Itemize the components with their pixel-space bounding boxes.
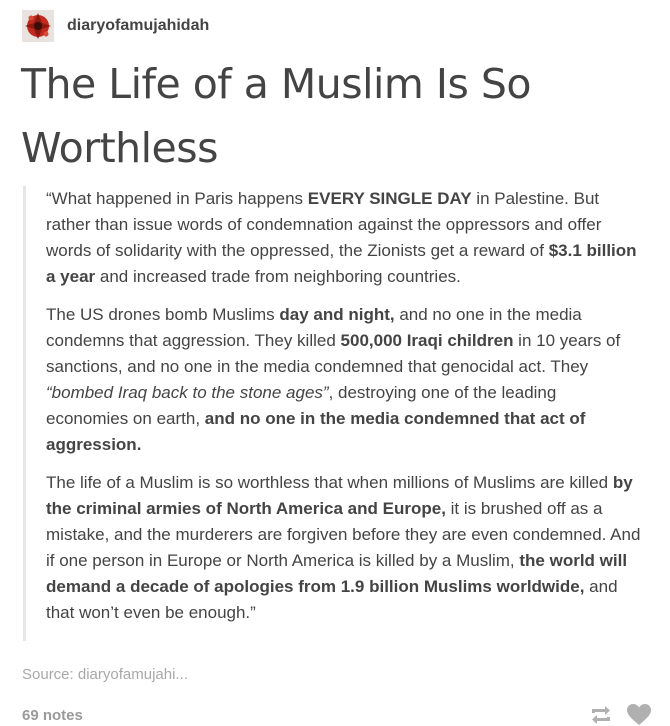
quote-text: in Palestine. But rather than issue words of condemnation against the oppressors and offer words of solidarity with the oppressed, the Zionists get a reward of — [46, 189, 602, 260]
quote-text: The life of a Muslim is so worthless that when millions of Muslims are killed — [46, 473, 613, 492]
quote-paragraph-2 — [46, 302, 643, 458]
quote-bold-text: and no one in the media condemned that act of aggression. — [46, 409, 586, 454]
post-header — [22, 10, 209, 42]
blog-name-link[interactable]: diaryofamujahidah — [67, 17, 210, 34]
quote-text: and increased trade from neighboring countries. — [95, 267, 461, 286]
quote-text: and no one in the media condemns that aggression. They killed — [46, 305, 582, 350]
quote-paragraph-3 — [46, 470, 643, 626]
quote-paragraph-1 — [46, 186, 643, 290]
quote-text: and that won’t even be enough.” — [46, 577, 618, 622]
post-actions — [576, 703, 652, 726]
quote-bold-text: day and night, — [279, 305, 395, 324]
source-label: Source: — [22, 666, 74, 683]
quote-bold-text: by the criminal armies of North America and Europe, — [46, 473, 633, 518]
post-title: The Life of a Muslim Is So Worthless — [21, 60, 531, 172]
quote-bold-text: 500,000 Iraqi children — [340, 331, 514, 350]
quote-text: , destroying one of the leading economies on earth, — [46, 383, 557, 428]
quote-text: in 10 years of sanctions, and no one in the media condemned that genocidal act. They — [46, 331, 621, 376]
quote-text: “What happened in Paris happens — [46, 189, 308, 208]
heart-icon[interactable] — [626, 703, 652, 726]
source-link[interactable]: diaryofamujahi... — [77, 666, 188, 683]
reblog-icon[interactable] — [588, 704, 614, 726]
quote-italic-text: “bombed Iraq back to the stone ages” — [46, 383, 329, 402]
quote-bold-text: the world will demand a decade of apologies from 1.9 billion Muslims worldwide, — [46, 551, 628, 596]
quote-bold-text: $3.1 billion a year — [46, 241, 637, 286]
quote-text: The US drones bomb Muslims — [46, 305, 280, 324]
quote-bold-text: EVERY SINGLE DAY — [307, 189, 472, 208]
avatar[interactable] — [22, 10, 54, 42]
notes-count[interactable]: 69 notes — [22, 707, 83, 724]
post-source — [22, 666, 188, 683]
quote-text: it is brushed off as a mistake, and the murderers are forgiven before they are even condemned. And if one person in Europe or North America is killed by a Muslim, — [46, 499, 641, 570]
quote-block — [23, 186, 643, 641]
